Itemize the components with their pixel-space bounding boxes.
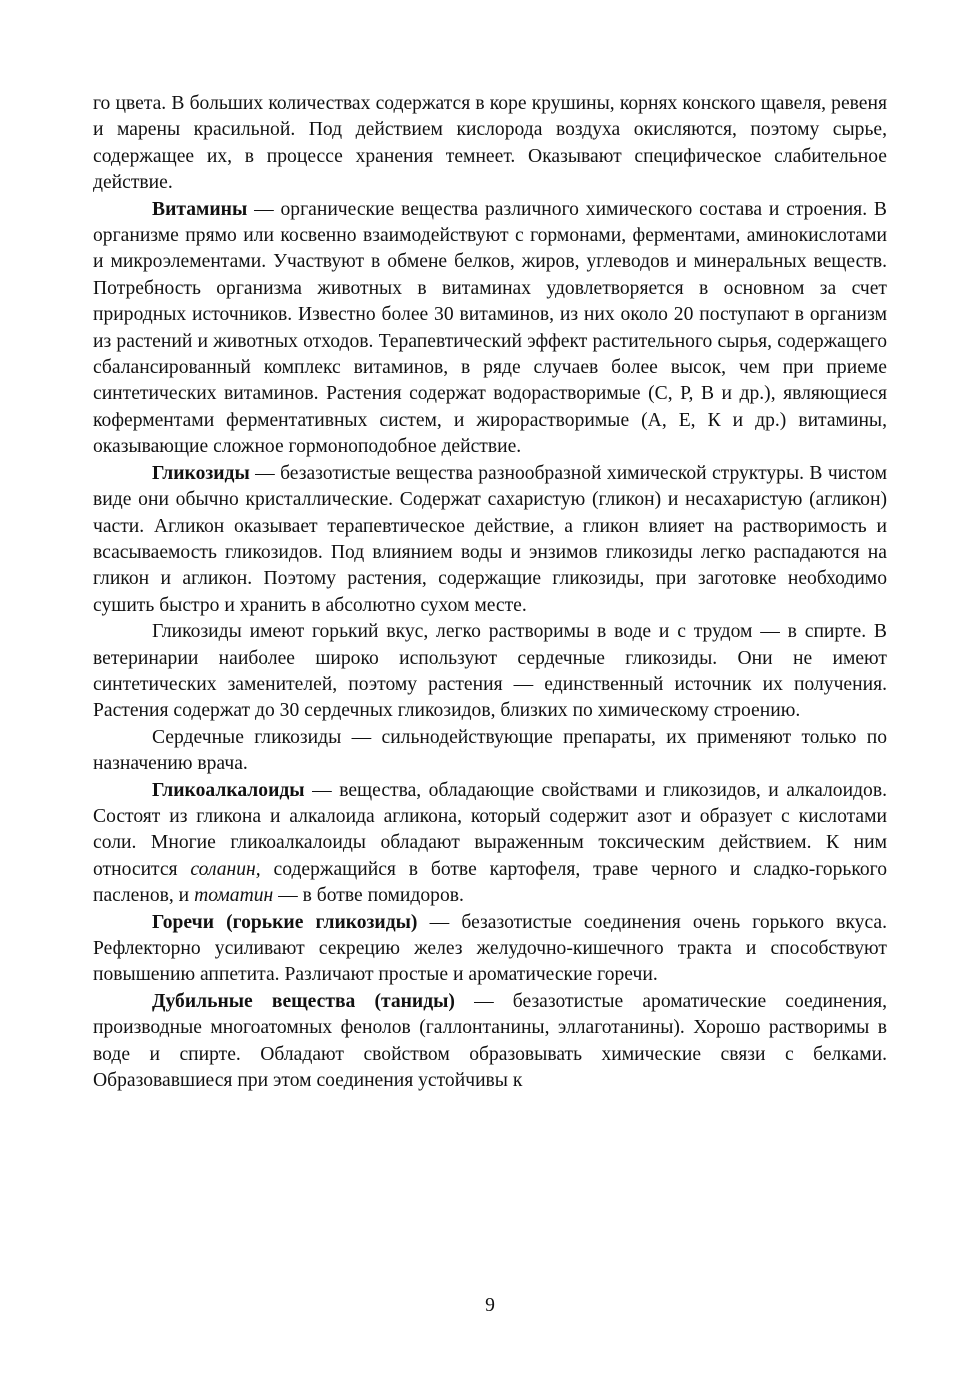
paragraph-bitters: [93, 910, 887, 989]
term-glycoalkaloids: Гликоалкалоиды: [152, 779, 305, 801]
paragraph-text: — безазотистые вещества разнообразной химической структуры. В чистом виде они обычно кристаллические. Содержат сахаристую (гликон) и несахаристую (агликон) части. Агликон оказывает терапевтическое действие, а гликон влияет на растворимость и всасываемость гликозидов. Под влиянием воды и энзимов гликозиды легко распадаются на гликон и агликон. Поэтому растения, содержащие гликозиды, при заготовке необходимо сушить быстро и хранить в абсолютно сухом месте.: [93, 462, 887, 616]
term-tomatine: томатин: [194, 885, 274, 907]
paragraph-glycosides-taste: [93, 619, 887, 725]
paragraph-text: Сердечные гликозиды — сильнодействующие препараты, их применяют только по назначению врача.: [93, 726, 887, 775]
paragraph-text: Гликозиды имеют горький вкус, легко растворимы в воде и с трудом — в спирте. В ветеринарии наиболее широко используют сердечные гликозиды. Они не имеют синтетических заменителей, поэтому растения — единственный источник их получения. Растения содержат до 30 сердечных гликозидов, близких по химическому строению.: [93, 621, 887, 722]
paragraph-tannins: [93, 989, 887, 1095]
term-bitters: Горечи (горькие гликозиды): [152, 911, 418, 933]
paragraph-text: го цвета. В больших количествах содержатся в коре крушины, корнях конского щавеля, ревеня и марены красильной. Под действием кислорода воздуха окисляются, поэтому сырье, содержащее их, в процессе хранения темнеет. Оказывают специфическое слабительное действие.: [93, 93, 887, 194]
paragraph-text: содержащийся в ботве картофеля, траве черного и сладко-горького пасленов, и: [93, 858, 887, 907]
term-glycosides: Гликозиды: [152, 462, 250, 484]
term-vitamins: Витамины: [152, 198, 248, 220]
page-number: 9: [485, 1295, 495, 1316]
paragraph-text: — органические вещества различного химического состава и строения. В организме прямо или косвенно взаимодействуют с гормонами, ферментами, аминокислотами и микроэлементами. Участвуют в обмене белков, жиров, углеводов и минеральных веществ. Потребность организма животных в витаминах удовлетворяется в основном за счет природных источников. Известно более 30 витаминов, из них около 20 поступают в организм из растений и животных отходов. Терапевтический эффект растительного сырья, содержащего сбалансированный комплекс витаминов, в ряде случаев более высок, чем при приеме синтетических витаминов. Растения содержат водорастворимые (С, Р, В и др.), являющиеся коферментами ферментативных систем, и жирорастворимые (А, Е, К и др.) витамины, оказывающие сложное гормоноподобное действие.: [93, 198, 887, 458]
paragraph-vitamins: [93, 197, 887, 461]
paragraph-anthraglycosides-continuation: [93, 91, 887, 197]
page-body: [93, 91, 887, 1094]
paragraph-glycosides: [93, 461, 887, 619]
term-tannins: Дубильные вещества (таниды): [152, 990, 455, 1012]
paragraph-cardiac-glycosides: [93, 725, 887, 778]
paragraph-text: — безазотистые соединения очень горького вкуса. Рефлекторно усиливают секрецию желез желудочно-кишечного тракта и способствуют повышению аппетита. Различают простые и ароматические горечи.: [93, 911, 887, 986]
paragraph-text: — вещества, обладающие свойствами и гликозидов, и алкалоидов. Состоят из гликона и алкалоида агликона, который содержит азот и образует с кислотами соли. Многие гликоалкалоиды обладают выраженным токсическим действием. К ним относится: [93, 779, 887, 880]
paragraph-glycoalkaloids: [93, 778, 887, 910]
paragraph-text: — в ботве помидоров.: [273, 885, 464, 907]
term-solanine: соланин,: [190, 858, 261, 880]
paragraph-text: — безазотистые ароматические соединения, производные многоатомных фенолов (галлонтанины, эллаготанины). Хорошо растворимы в воде и спирте. Обладают свойством образовывать химические связи с белками. Образовавшиеся при этом соединения устойчивы к: [93, 990, 888, 1092]
